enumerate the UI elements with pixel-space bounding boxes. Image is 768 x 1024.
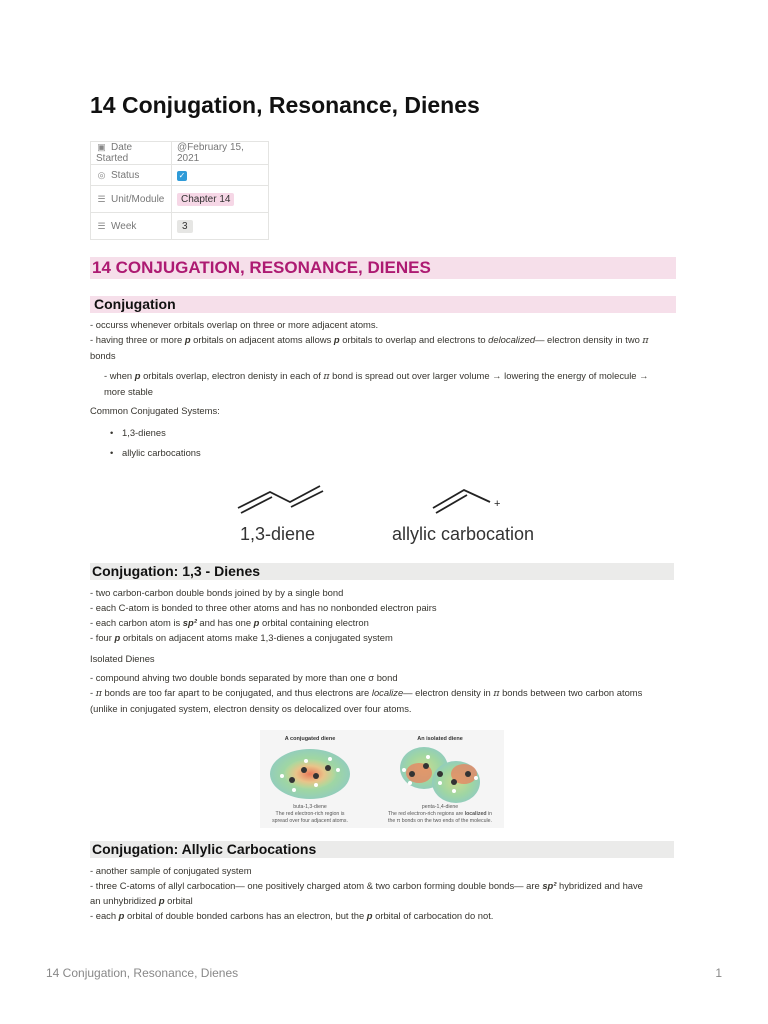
dienes-line-4: - four p orbitals on adjacent atoms make 1,3-dienes a conjugated system (90, 632, 393, 643)
footer-title: 14 Conjugation, Resonance, Dienes (46, 966, 239, 980)
isolated-line-3: (unlike in conjugated system, electron density os delocalized over four atoms. (90, 703, 412, 714)
allyl-label: allylic carbocation (392, 524, 535, 544)
heading-conjugation: Conjugation (90, 296, 676, 313)
dienes-line-2: - each C-atom is bonded to three other atoms and has no nonbonded electron pairs (90, 602, 437, 613)
allylic-line-4: - each p orbital of double bonded carbons has an electron, but the p orbital of carbocation do not. (90, 910, 494, 921)
heading-allylic: Conjugation: Allylic Carbocations (90, 841, 674, 858)
week-tag[interactable]: 3 (177, 220, 193, 233)
property-date-started: ▣ Date Started (91, 142, 172, 165)
conj-line-2-cont: bonds (90, 350, 116, 361)
conjugated-diene-name: buta-1,3-diene (293, 804, 327, 810)
conjugated-diene-caption-2: spread over four adjacent atoms. (272, 818, 348, 824)
conjugated-diene-caption-1: The red electron-rich region is (275, 811, 345, 817)
cation-plus: + (494, 498, 501, 510)
conj-line-2: - having three or more p orbitals on adjacent atoms allows p orbitals to overlap and electrons to delocalized— electron density in two π (90, 334, 649, 346)
dienes-line-1: - two carbon-carbon double bonds joined by by a single bond (90, 587, 344, 598)
property-unit-module: ☰ Unit/Module (91, 186, 172, 213)
list-item: • 1,3-dienes (122, 426, 166, 439)
isolated-diene-caption-1: The red electron-rich regions are localized in (387, 811, 493, 817)
isolated-diene-title: An isolated diene (417, 736, 463, 742)
electrostatic-map-figure (260, 730, 504, 828)
heading-dienes: Conjugation: 1,3 - Dienes (90, 563, 674, 580)
list-item: • allylic carbocations (122, 446, 201, 459)
page-title: 14 Conjugation, Resonance, Dienes (90, 92, 480, 118)
date-started-value[interactable]: @February 15, 2021 (172, 142, 269, 165)
conj-subline: - when p orbitals overlap, electron denisty in each of π bond is spread out over larger volume → lowering the energy of molecule → (104, 370, 649, 382)
property-week: ☰ Week (91, 213, 172, 240)
diene-skeleton (238, 486, 320, 508)
property-status: ◎ Status (91, 165, 172, 186)
status-checkbox[interactable]: ✓ (178, 170, 186, 180)
allylic-line-1: - another sample of conjugated system (90, 865, 252, 876)
allylic-line-3: an unhybridized p orbital (90, 895, 193, 906)
common-systems-label: Common Conjugated Systems: (90, 405, 220, 416)
isolated-line-2: - π bonds are too far apart to be conjugated, and thus electrons are localize— electron density in π bonds between two carbon atoms (90, 687, 643, 699)
conjugated-systems-figure (228, 478, 558, 548)
isolated-dienes-label: Isolated Dienes (90, 653, 155, 664)
conj-subline-cont: more stable (104, 386, 153, 397)
calendar-icon: ▣ (97, 142, 106, 152)
isolated-line-1: - compound ahving two double bonds separated by more than one σ bond (90, 672, 398, 683)
isolated-diene-caption-2: the π bonds on the two ends of the molecule. (388, 818, 492, 824)
list-icon: ☰ (97, 220, 106, 231)
isolated-diene-name: penta-1,4-diene (421, 804, 459, 810)
diene-label: 1,3-diene (240, 524, 316, 544)
dienes-line-3: - each carbon atom is sp² and has one p orbital containing electron (90, 617, 369, 628)
properties-table (90, 141, 269, 240)
section-heading-main: 14 CONJUGATION, RESONANCE, DIENES (90, 257, 676, 279)
conjugated-diene-title: A conjugated diene (284, 736, 336, 742)
conj-line-1: - occurss whenever orbitals overlap on three or more adjacent atoms. (90, 319, 379, 330)
list-icon: ☰ (97, 193, 106, 204)
conjugated-diene-red-region (284, 759, 336, 789)
allylic-line-2: - three C-atoms of allyl carbocation— one positively charged atom & two carbon forming double bonds— are sp² hybridized and have (90, 880, 643, 891)
unit-module-tag[interactable]: Chapter 14 (177, 193, 234, 206)
page-number: 1 (715, 966, 722, 980)
status-icon: ◎ (97, 169, 106, 180)
